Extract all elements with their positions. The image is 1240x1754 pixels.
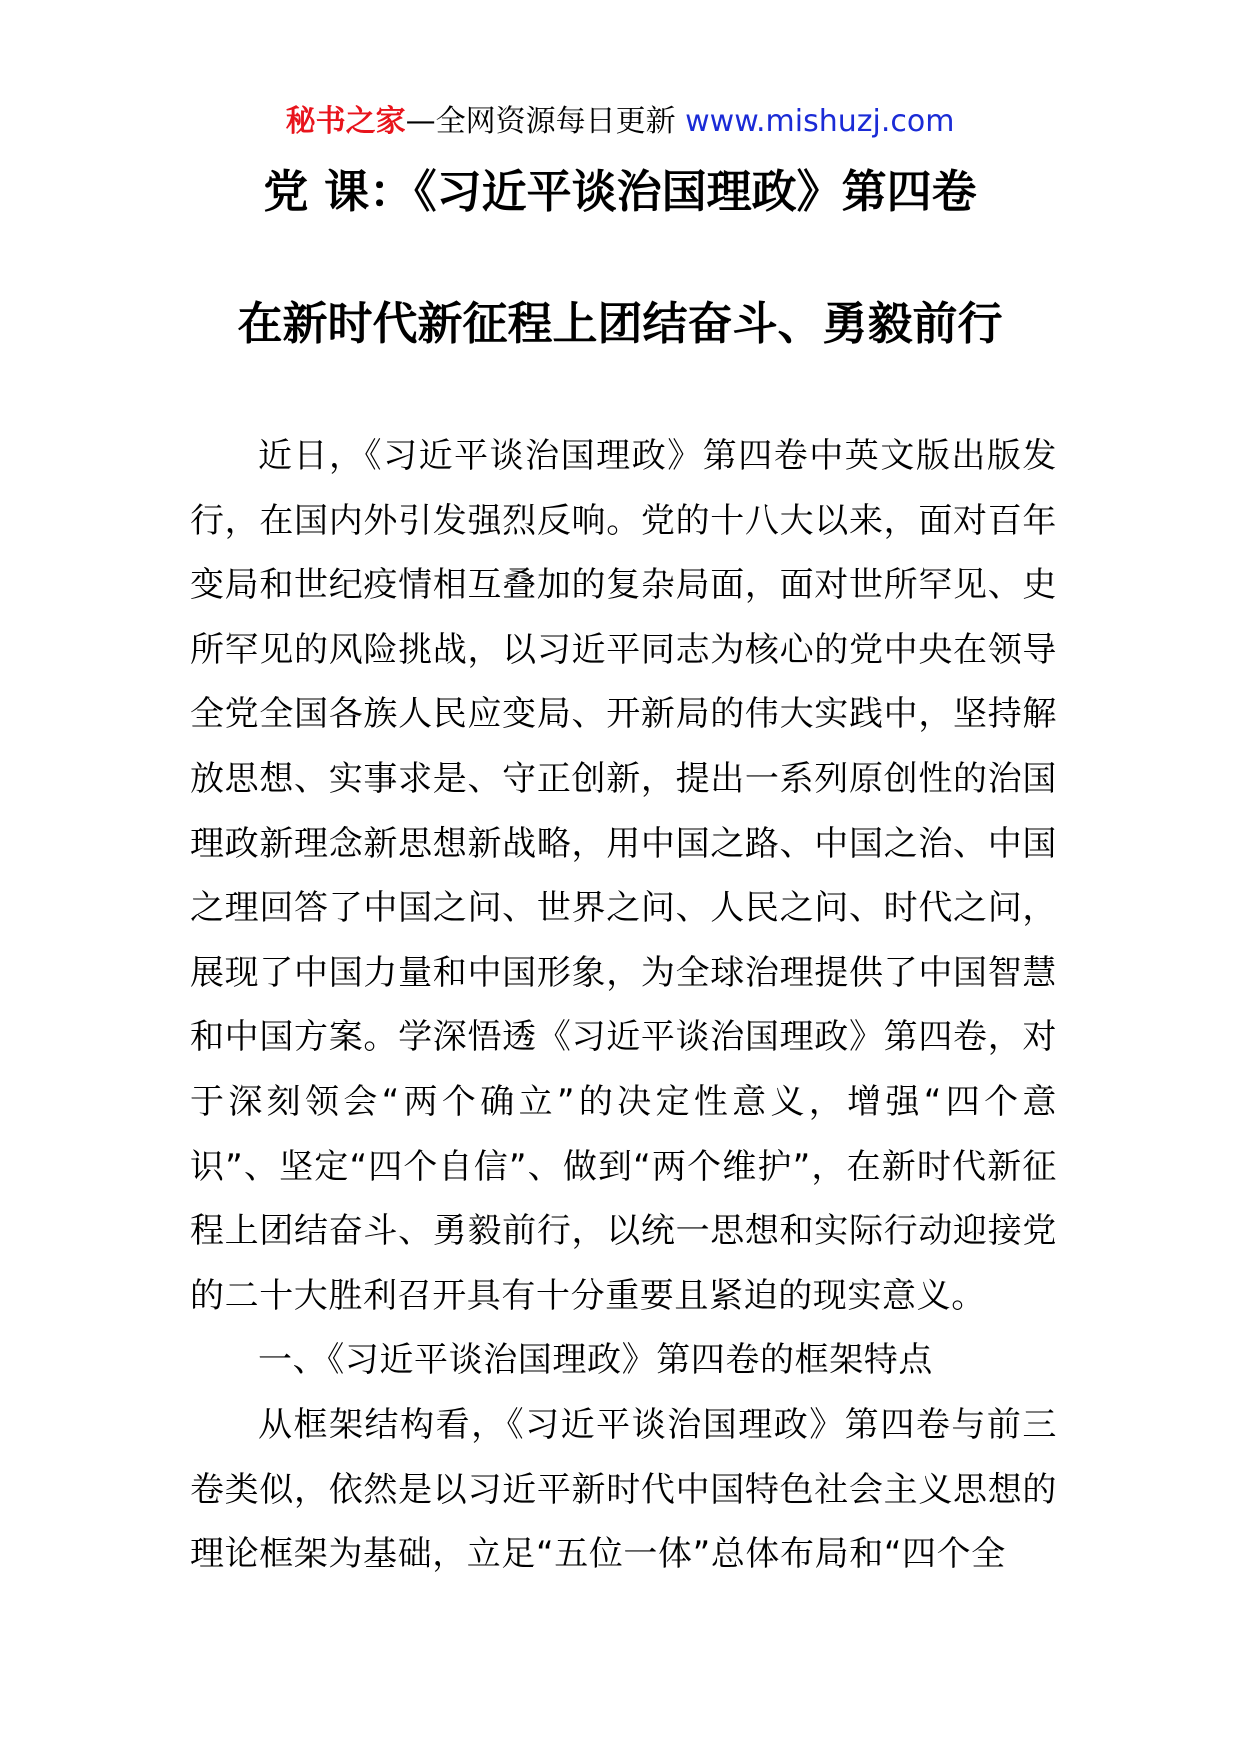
section-heading: 一、《习近平谈治国理政》第四卷的框架特点 (258, 1340, 933, 1381)
body-paragraph: 从框架结构看，《习近平谈治国理政》第四卷与前三卷类似，依然是以习近平新时代中国特色社会主义思想的理论框架为基础，立足“五位一体”总体布局和“四个全 (190, 1404, 1057, 1575)
document-subtitle: 在新时代新征程上团结奋斗、勇毅前行 (237, 297, 1003, 350)
site-url-link[interactable]: www.mishuzj.com (685, 104, 955, 139)
document-title: 党 课：《习近平谈治国理政》第四卷 (263, 165, 977, 218)
brand-name: 秘书之家 (285, 104, 406, 139)
document-body (190, 424, 1057, 1587)
header-banner (0, 100, 1240, 144)
body-paragraph: 近日，《习近平谈治国理政》第四卷中英文版出版发行，在国内外引发强烈反响。党的十八大以来，面对百年变局和世纪疫情相互叠加的复杂局面，面对世所罕见、史所罕见的风险挑战，以习近平同志为核心的党中央在领导全党全国各族人民应变局、开新局的伟大实践中，坚持解放思想、实事求是、守正创新，提出一系列原创性的治国理政新理念新思想新战略，用中国之路、中国之治、中国之理回答了中国之问、世界之问、人民之问、时代之问，展现了中国力量和中国形象，为全球治理提供了中国智慧和中国方案。学深悟透《习近平谈治国理政》第四卷，对于深刻领会“两个确立”的决定性意义，增强“四个意识”、坚定“四个自信”、做到“两个维护”，在新时代新征程上团结奋斗、勇毅前行，以统一思想和实际行动迎接党的二十大胜利召开具有十分重要且紧迫的现实意义。 (190, 436, 1057, 1316)
header-tagline: —全网资源每日更新 (405, 104, 676, 139)
